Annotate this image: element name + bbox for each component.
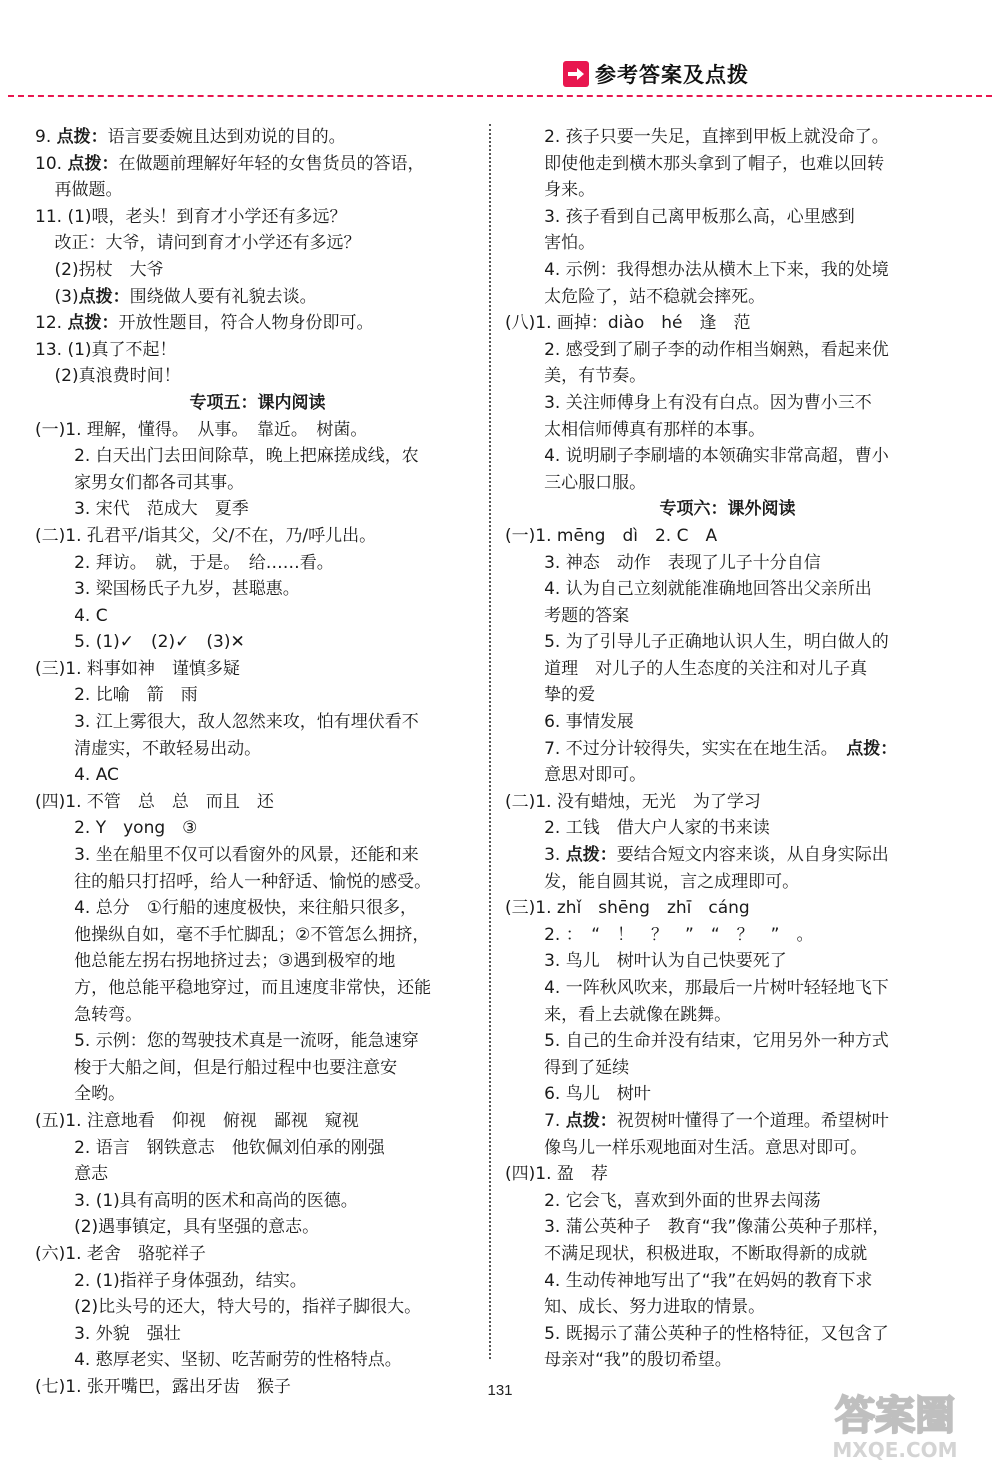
answer-text: 专项六：课外阅读 (659, 499, 796, 520)
answer-line (35, 789, 480, 816)
answer-line (505, 948, 950, 975)
answer-text: (二)1. 孔君平/诣其父，父/不在，乃/呼儿出。 (35, 525, 377, 546)
answer-text: 太危险了，站不稳就会摔死。 (544, 286, 766, 307)
answer-text: 意思对即可。 (544, 765, 647, 786)
answer-text: 像鸟儿一样乐观地面对生活。意思对即可。 (544, 1137, 868, 1158)
answer-text: 3. 宋代 范成大 夏季 (74, 499, 249, 520)
hint-label: 点拨： (67, 153, 119, 174)
column-divider (489, 124, 491, 1359)
answer-line (505, 417, 950, 444)
answer-line (505, 310, 950, 337)
answer-line (35, 895, 480, 922)
answer-text: 考题的答案 (544, 605, 630, 626)
answer-line (505, 1294, 950, 1321)
answer-line (35, 124, 480, 151)
answer-text: 即使他走到横木那头拿到了帽子，也难以回转 (544, 153, 885, 174)
answer-text: 家男女们都各司其事。 (74, 472, 245, 493)
answer-line (505, 603, 950, 630)
answer-line (505, 842, 950, 869)
answer-text: 4. 认为自己立刻就能准确地回答出父亲所出 (544, 579, 872, 600)
answer-line (35, 1135, 480, 1162)
answer-text: 5. (1)✓ (2)✓ (3)✕ (74, 632, 245, 653)
answer-text: 不满足现状，积极进取，不断取得新的成就 (544, 1243, 868, 1264)
answer-line (505, 1161, 950, 1188)
answer-text: 4. C (74, 605, 108, 626)
right-column (505, 124, 950, 1374)
answer-line (505, 576, 950, 603)
answer-line (505, 895, 950, 922)
answer-line (505, 523, 950, 550)
answer-line (505, 1108, 950, 1135)
answer-text: 害怕。 (544, 233, 596, 254)
answer-line (35, 576, 480, 603)
answer-line (35, 1188, 480, 1215)
answer-line (35, 1161, 480, 1188)
answer-text: 5. 示例：您的驾驶技术真是一流呀，能急速穿 (74, 1031, 419, 1052)
answer-text: 梭于大船之间，但是行船过程中也要注意安 (74, 1057, 398, 1078)
answer-line (35, 1241, 480, 1268)
answer-text: 3. 孩子看到自己离甲板那么高，心里感到 (544, 206, 855, 227)
answer-text: 祝贺树叶懂得了一个道理。希望树叶 (616, 1110, 889, 1131)
answer-line (505, 656, 950, 683)
answer-text: 美，有节奏。 (544, 366, 647, 387)
answer-line (35, 709, 480, 736)
answer-text: 13. (1)真了不起！ (35, 339, 177, 360)
answer-text: 挚的爱 (544, 685, 596, 706)
right-arrow-icon (563, 61, 589, 87)
answer-text: 10. (35, 153, 68, 174)
answer-text: 6. 鸟儿 树叶 (544, 1084, 651, 1105)
answer-line (35, 550, 480, 577)
answer-text: (3) (54, 286, 79, 307)
answer-text: 2. 比喻 箭 雨 (74, 685, 198, 706)
answer-text: (四)1. 盈 荐 (505, 1164, 608, 1185)
answer-text: 3. 鸟儿 树叶认为自己快要死了 (544, 951, 787, 972)
answer-text: 身来。 (544, 180, 596, 201)
answer-text: 母亲对“我”的殷切希望。 (544, 1350, 732, 1371)
page-number: 131 (487, 1382, 513, 1399)
answer-line (35, 1294, 480, 1321)
answer-line (35, 284, 480, 311)
answer-text: (一)1. 理解，懂得。 从事。 靠近。 树菌。 (35, 419, 368, 440)
hint-label: 点拨： (846, 738, 898, 759)
answer-line (35, 257, 480, 284)
answer-text: (三)1. zhǐ shēng zhī cáng (505, 898, 750, 919)
answer-text: 2. 它会飞，喜欢到外面的世界去闯荡 (544, 1190, 821, 1211)
answer-text: 4. 说明刷子李刷墙的本领确实非常高超，曹小 (544, 446, 889, 467)
answer-line (505, 1214, 950, 1241)
answer-line (35, 869, 480, 896)
answer-text: (六)1. 老舍 骆驼祥子 (35, 1243, 206, 1264)
answer-text: 语言要委婉且达到劝说的目的。 (107, 127, 346, 147)
answer-text: (二)1. 没有蜡烛，无光 为了学习 (505, 791, 761, 812)
answer-line (35, 1081, 480, 1108)
answer-line (35, 736, 480, 763)
answer-line (505, 337, 950, 364)
answer-line (505, 762, 950, 789)
answer-line (505, 869, 950, 896)
answer-line (35, 363, 480, 390)
answer-text: 5. 为了引导儿子正确地认识人生，明白做人的 (544, 632, 889, 653)
answer-line (505, 1268, 950, 1295)
answer-line (35, 922, 480, 949)
answer-text: 要结合短文内容来谈，从自身实际出 (616, 845, 889, 866)
answer-text: 2. 拜访。 就，于是。 给……看。 (74, 552, 334, 573)
answer-line (505, 177, 950, 204)
answer-line (505, 284, 950, 311)
answer-text: (2)遇事镇定，具有坚强的意志。 (74, 1217, 320, 1238)
answer-text: (一)1. mēng dì 2. C A (505, 525, 718, 546)
answer-text: (2)比头号的还大，特大号的，指祥子脚很大。 (74, 1297, 422, 1318)
answer-text: 4. 生动传神地写出了“我”在妈妈的教育下求 (544, 1270, 873, 1291)
answer-text: 开放性题目，符合人物身份即可。 (118, 313, 374, 334)
section-heading (35, 390, 480, 417)
answer-line (505, 470, 950, 497)
answer-text: 3. 蒲公英种子 教育“我”像蒲公英种子那样， (544, 1217, 890, 1238)
answer-text: 3. (544, 845, 566, 866)
answer-text: 4. AC (74, 765, 119, 786)
answer-text: 再做题。 (54, 180, 123, 201)
answer-text: 3. 梁国杨氏子九岁，甚聪惠。 (74, 579, 300, 600)
answer-line (35, 975, 480, 1002)
watermark-logo (810, 1385, 980, 1465)
answer-text: (五)1. 注意地看 仰视 俯视 鄙视 窥视 (35, 1110, 359, 1131)
hint-label: 点拨： (565, 845, 617, 866)
answer-text: 来，看上去就像在跳舞。 (544, 1004, 732, 1025)
answer-text: 2. Y yong ③ (74, 818, 198, 839)
answer-text: 急转弯。 (74, 1004, 143, 1025)
answer-line (505, 363, 950, 390)
answer-text: (2)真浪费时间！ (54, 366, 181, 387)
answer-text: (四)1. 不管 总 总 而且 还 (35, 791, 274, 812)
answer-line (35, 682, 480, 709)
answer-line (505, 550, 950, 577)
answer-text: 得到了延续 (544, 1057, 630, 1078)
answer-line (505, 789, 950, 816)
header-divider (8, 95, 992, 97)
answer-line (505, 1135, 950, 1162)
answer-line (35, 1028, 480, 1055)
answer-text: 他操纵自如，毫不手忙脚乱；②不管怎么拥挤， (74, 924, 430, 945)
answer-text: (八)1. 画掉：diào hé 逢 范 (505, 313, 751, 334)
answer-line (505, 1347, 950, 1374)
answer-text: 往的船只打招呼，给人一种舒适、愉悦的感受。 (74, 871, 432, 892)
answer-text: 4. 一阵秋风吹来，那最后一片树叶轻轻地飞下 (544, 978, 889, 998)
answer-text: 2. (1)指祥子身体强劲，结实。 (74, 1270, 307, 1291)
answer-text: (七)1. 张开嘴巴，露出牙齿 猴子 (35, 1376, 291, 1397)
answer-line (35, 815, 480, 842)
answer-text: 专项五：课内阅读 (189, 392, 326, 413)
answer-line (35, 1268, 480, 1295)
answer-text: 意志 (74, 1164, 109, 1185)
answer-text: 发，能自圆其说，言之成理即可。 (544, 871, 800, 892)
answer-text: 知、成长、努力进取的情景。 (544, 1297, 766, 1318)
answer-text: 7. (544, 1110, 566, 1131)
answer-text: 方，他总能平稳地穿过，而且速度非常快，还能 (74, 978, 432, 998)
answer-text: 5. 自己的生命并没有结束，它用另外一种方式 (544, 1031, 889, 1052)
answer-line (505, 204, 950, 231)
answer-line (35, 443, 480, 470)
left-column (35, 124, 480, 1401)
answer-text: 3. 坐在船里不仅可以看窗外的风景，还能和来 (74, 845, 419, 866)
answer-line (35, 842, 480, 869)
answer-text: 太相信师傅真有那样的本事。 (544, 419, 766, 440)
answer-text: 3. 外貌 强壮 (74, 1323, 181, 1344)
header-badge (563, 56, 749, 92)
answer-line (505, 815, 950, 842)
answer-line (505, 975, 950, 1002)
answer-line (35, 1214, 480, 1241)
answer-text: 全哟。 (74, 1084, 126, 1105)
header-title: 参考答案及点拨 (595, 63, 749, 87)
answer-text: 2. 语言 钢铁意志 他钦佩刘伯承的刚强 (74, 1137, 385, 1158)
answer-line (35, 417, 480, 444)
answer-line (35, 948, 480, 975)
answer-line (35, 1108, 480, 1135)
answer-text: 3. (1)具有高明的医术和高尚的医德。 (74, 1190, 358, 1211)
answer-text: 2. 感受到了刷子李的动作相当娴熟，看起来优 (544, 339, 889, 360)
answer-line (505, 1055, 950, 1082)
answer-line (35, 496, 480, 523)
answer-text: 改正：大爷，请问到育才小学还有多远？ (54, 233, 361, 254)
answer-text: 2. 孩子只要一失足，直摔到甲板上就没命了。 (544, 127, 889, 147)
answer-line (35, 629, 480, 656)
answer-line (35, 177, 480, 204)
answer-line (35, 1002, 480, 1029)
answer-text: 2. 白天出门去田间除草，晚上把麻搓成线，农 (74, 446, 419, 467)
answer-line (505, 1241, 950, 1268)
answer-line (35, 656, 480, 683)
answer-text: 4. 示例：我得想办法从横木上下来，我的处境 (544, 259, 889, 280)
answer-line (505, 390, 950, 417)
answer-line (505, 709, 950, 736)
answer-text: 7. 不过分计较得失，实实在在地生活。 (544, 738, 847, 759)
svg-text:答案圈: 答案圈 (835, 1393, 955, 1439)
answer-text: 5. 既揭示了蒲公英种子的性格特征，又包含了 (544, 1323, 889, 1344)
answer-text: 6. 事情发展 (544, 712, 634, 733)
hint-label: 点拨： (78, 286, 130, 307)
answer-line (505, 1321, 950, 1348)
answer-text: 2. 工钱 借大户人家的书来读 (544, 818, 770, 839)
hint-label: 点拨： (67, 313, 119, 334)
answer-line (35, 762, 480, 789)
answer-line (35, 310, 480, 337)
answer-line (505, 230, 950, 257)
answer-text: 3. 江上雾很大，敌人忽然来攻，怕有埋伏看不 (74, 712, 419, 733)
answer-line (505, 1081, 950, 1108)
answer-line (35, 1321, 480, 1348)
hint-label: 点拨： (56, 127, 108, 147)
section-heading (505, 496, 950, 523)
answer-line (35, 470, 480, 497)
answer-text: 9. (35, 127, 57, 147)
answer-line (35, 1055, 480, 1082)
answer-line (505, 682, 950, 709)
answer-line (505, 1188, 950, 1215)
svg-text:MXQE.COM: MXQE.COM (832, 1438, 958, 1462)
answer-line (505, 1002, 950, 1029)
answer-text: 11. (1)喂，老头！到育才小学还有多远？ (35, 206, 347, 227)
answer-text: 在做题前理解好年轻的女售货员的答语， (118, 153, 425, 174)
answer-text: 他总能左拐右拐地挤过去；③遇到极窄的地 (74, 951, 396, 972)
answer-text: 4. 总分 ①行船的速度极快，来往船只很多， (74, 898, 417, 919)
answer-line (35, 230, 480, 257)
answer-line (35, 337, 480, 364)
answer-line (505, 151, 950, 178)
answer-text: 2. ： “ ！ ？ ” “ ？ ” 。 (544, 924, 814, 945)
answer-line (505, 443, 950, 470)
answer-text: 三心服口服。 (544, 472, 647, 493)
answer-text: 3. 关注师傅身上有没有白点。因为曹小三不 (544, 392, 872, 413)
answer-line (505, 922, 950, 949)
answer-line (505, 629, 950, 656)
answer-line (35, 151, 480, 178)
answer-text: 道理 对儿子的人生态度的关注和对儿子真 (544, 658, 868, 679)
answer-line (505, 1028, 950, 1055)
answer-line (505, 257, 950, 284)
answer-text: 4. 憨厚老实、坚韧、吃苦耐劳的性格特点。 (74, 1350, 402, 1371)
answer-line (35, 523, 480, 550)
answer-text: (2)拐杖 大爷 (54, 259, 164, 280)
answer-line (35, 603, 480, 630)
hint-label: 点拨： (565, 1110, 617, 1131)
answer-text: 围绕做人要有礼貌去谈。 (129, 286, 317, 307)
answer-line (505, 736, 950, 763)
answer-line (35, 204, 480, 231)
answer-text: (三)1. 料事如神 谨慎多疑 (35, 658, 240, 679)
answer-line (35, 1347, 480, 1374)
answer-text: 清虚实，不敢轻易出动。 (74, 738, 262, 759)
answer-text: 3. 神态 动作 表现了儿子十分自信 (544, 552, 821, 573)
answer-line (505, 124, 950, 151)
answer-text: 12. (35, 313, 68, 334)
